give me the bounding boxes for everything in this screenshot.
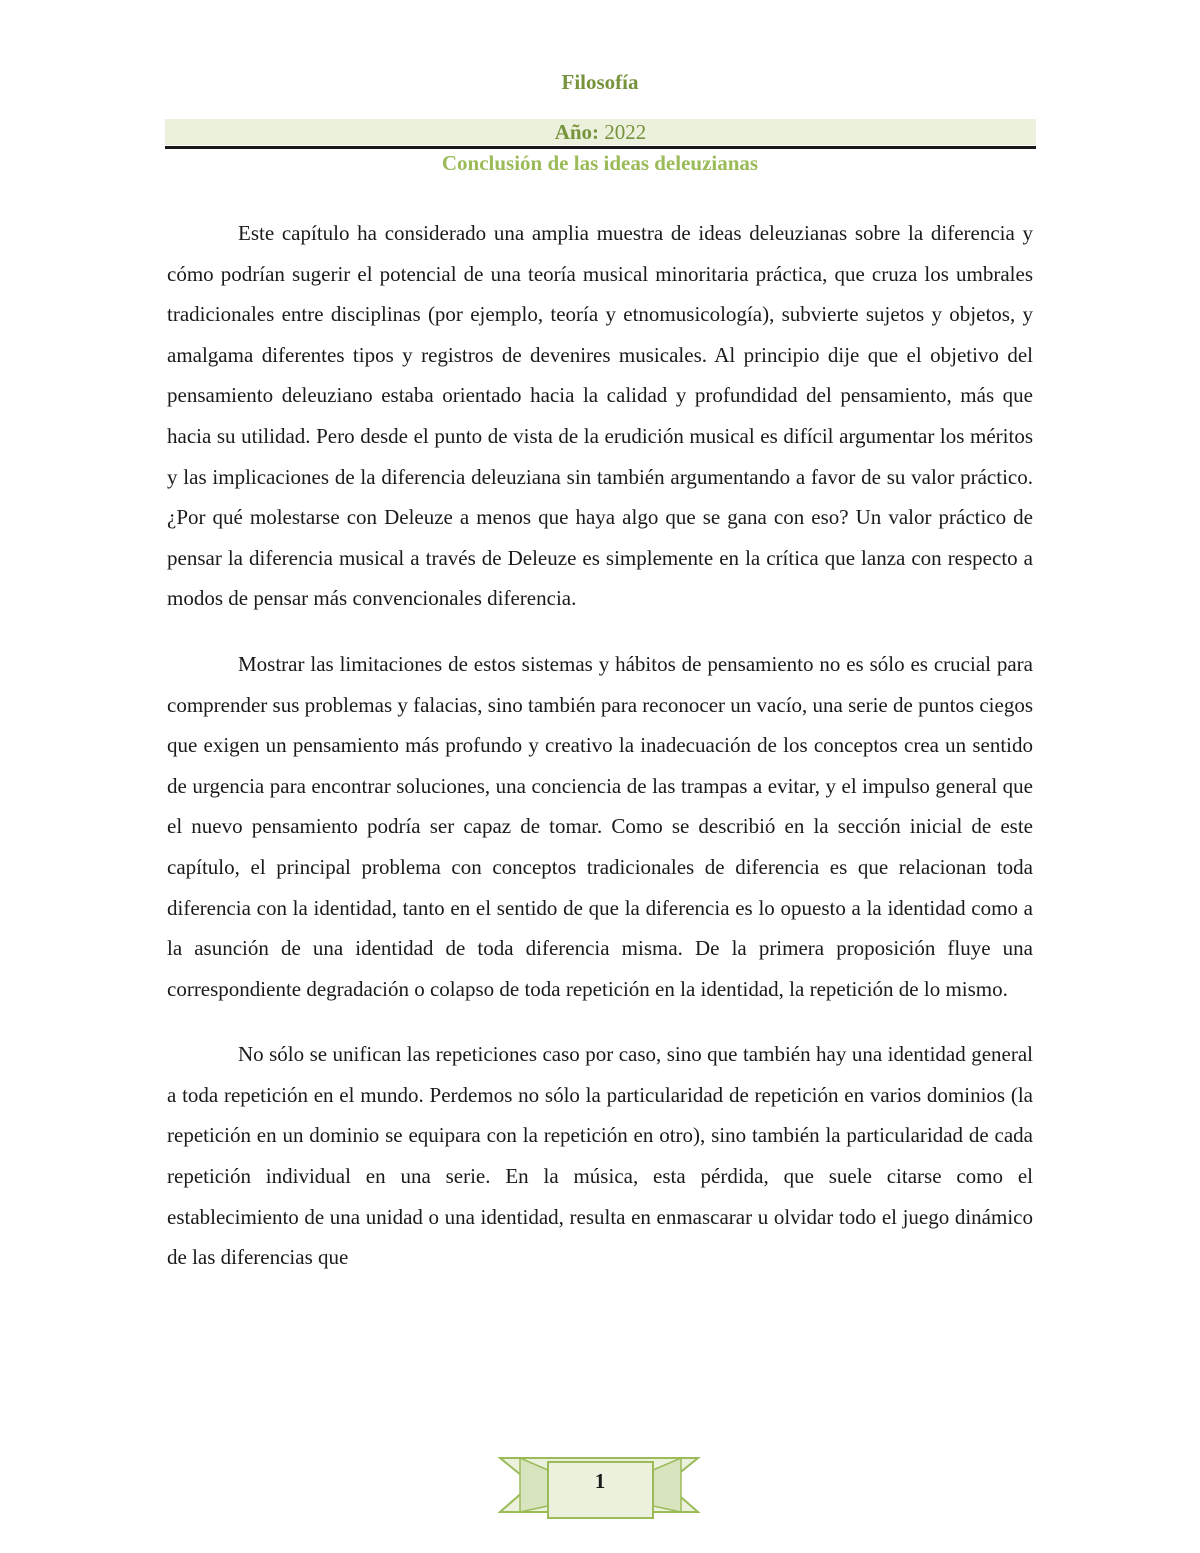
page-number: 1 <box>594 1469 606 1493</box>
document-body <box>167 213 1033 1303</box>
year-value: 2022 <box>604 120 647 144</box>
paragraph: Mostrar las limitaciones de estos sistemas y hábitos de pensamiento no es sólo es crucial para comprender sus problemas y falacias, sino también para reconocer un vacío, una serie de puntos ciegos que exigen un pensamiento más profundo y creativo la inadecuación de los conceptos crea un sentido de urgencia para encontrar soluciones, una conciencia de las trampas a evitar, y el impulso general que el nuevo pensamiento podría ser capaz de tomar. Como se describió en la sección inicial de este capítulo, el principal problema con conceptos tradicionales de diferencia es que relacionan toda diferencia con la identidad, tanto en el sentido de que la diferencia es lo opuesto a la identidad como a la asunción de una identidad de toda diferencia misma. De la primera proposición fluye una correspondiente degradación o colapso de toda repetición en la identidad, la repetición de lo mismo. <box>167 651 1033 1001</box>
year-label: Año: <box>554 120 600 144</box>
header-divider <box>165 146 1036 149</box>
paragraph: Este capítulo ha considerado una amplia muestra de ideas deleuzianas sobre la diferencia y cómo podrían sugerir el potencial de una teoría musical minoritaria práctica, que cruza los umbrales tradicionales entre disciplinas (por ejemplo, teoría y etnomusicología), subvierte sujetos y objetos, y amalgama diferentes tipos y registros de devenires musicales. Al principio dije que el objetivo del pensamiento deleuziano estaba orientado hacia la calidad y profundidad del pensamiento, más que hacia su utilidad. Pero desde el punto de vista de la erudición musical es difícil argumentar los méritos y las implicaciones de la diferencia deleuziana sin también argumentando a favor de su valor práctico. ¿Por qué molestarse con Deleuze a menos que haya algo que se gana con eso? Un valor práctico de pensar la diferencia musical a través de Deleuze es simplemente en la crítica que lanza con respecto a modos de pensar más convencionales diferencia. <box>167 221 1033 611</box>
document-subject: Filosofía <box>561 70 639 94</box>
paragraph: No sólo se unifican las repeticiones caso por caso, sino que también hay una identidad general a toda repetición en el mundo. Perdemos no sólo la particularidad de repetición en varios dominios (la repetición en un dominio se equipara con la repetición en otro), sino también la particularidad de cada repetición individual en una serie. En la música, esta pérdida, que suele citarse como el establecimiento de una unidad o una identidad, resulta en enmascarar u olvidar todo el juego dinámico de las diferencias que <box>167 1042 1033 1270</box>
section-title: Conclusión de las ideas deleuzianas <box>441 151 759 175</box>
year-band <box>165 119 1036 145</box>
